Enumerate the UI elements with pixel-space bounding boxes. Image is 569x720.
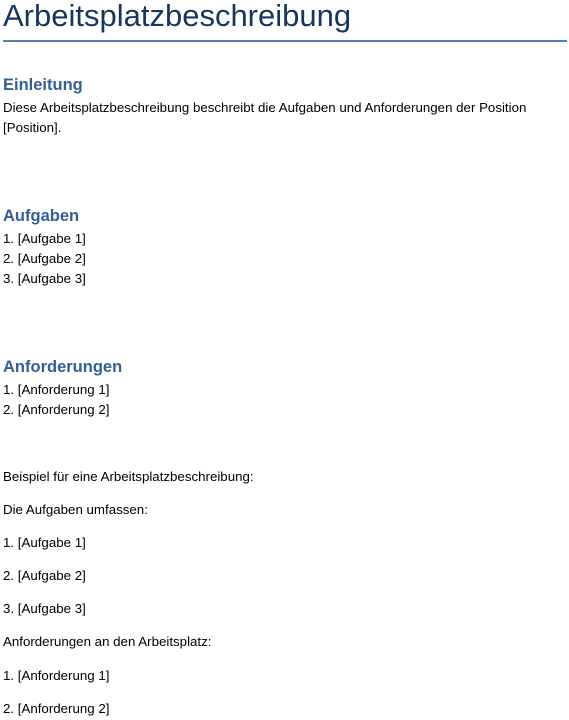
example-requirement-item: 1. [Anforderung 1]: [3, 668, 110, 683]
section-heading-anforderungen: Anforderungen: [3, 358, 123, 376]
example-intro: Beispiel für eine Arbeitsplatzbeschreibung:: [3, 469, 254, 484]
task-list-item: 1. [Aufgabe 1]: [3, 231, 86, 246]
document-title: Arbeitsplatzbeschreibung: [3, 0, 352, 33]
intro-text-line: [Position].: [3, 120, 62, 135]
task-list-item: 3. [Aufgabe 3]: [3, 271, 86, 286]
task-list-item: 2. [Aufgabe 2]: [3, 251, 86, 266]
example-task-item: 1. [Aufgabe 1]: [3, 535, 86, 550]
intro-text-line: Diese Arbeitsplatzbeschreibung beschreibt die Aufgaben und Anforderungen der Position: [3, 100, 527, 115]
requirement-list-item: 1. [Anforderung 1]: [3, 382, 110, 397]
title-underline: [3, 40, 567, 42]
example-task-item: 2. [Aufgabe 2]: [3, 568, 86, 583]
section-heading-aufgaben: Aufgaben: [3, 207, 80, 225]
section-heading-einleitung: Einleitung: [3, 76, 83, 94]
example-task-item: 3. [Aufgabe 3]: [3, 601, 86, 616]
requirement-list-item: 2. [Anforderung 2]: [3, 402, 110, 417]
example-tasks-label: Die Aufgaben umfassen:: [3, 502, 148, 517]
example-requirement-item: 2. [Anforderung 2]: [3, 701, 110, 716]
example-requirements-label: Anforderungen an den Arbeitsplatz:: [3, 634, 212, 649]
